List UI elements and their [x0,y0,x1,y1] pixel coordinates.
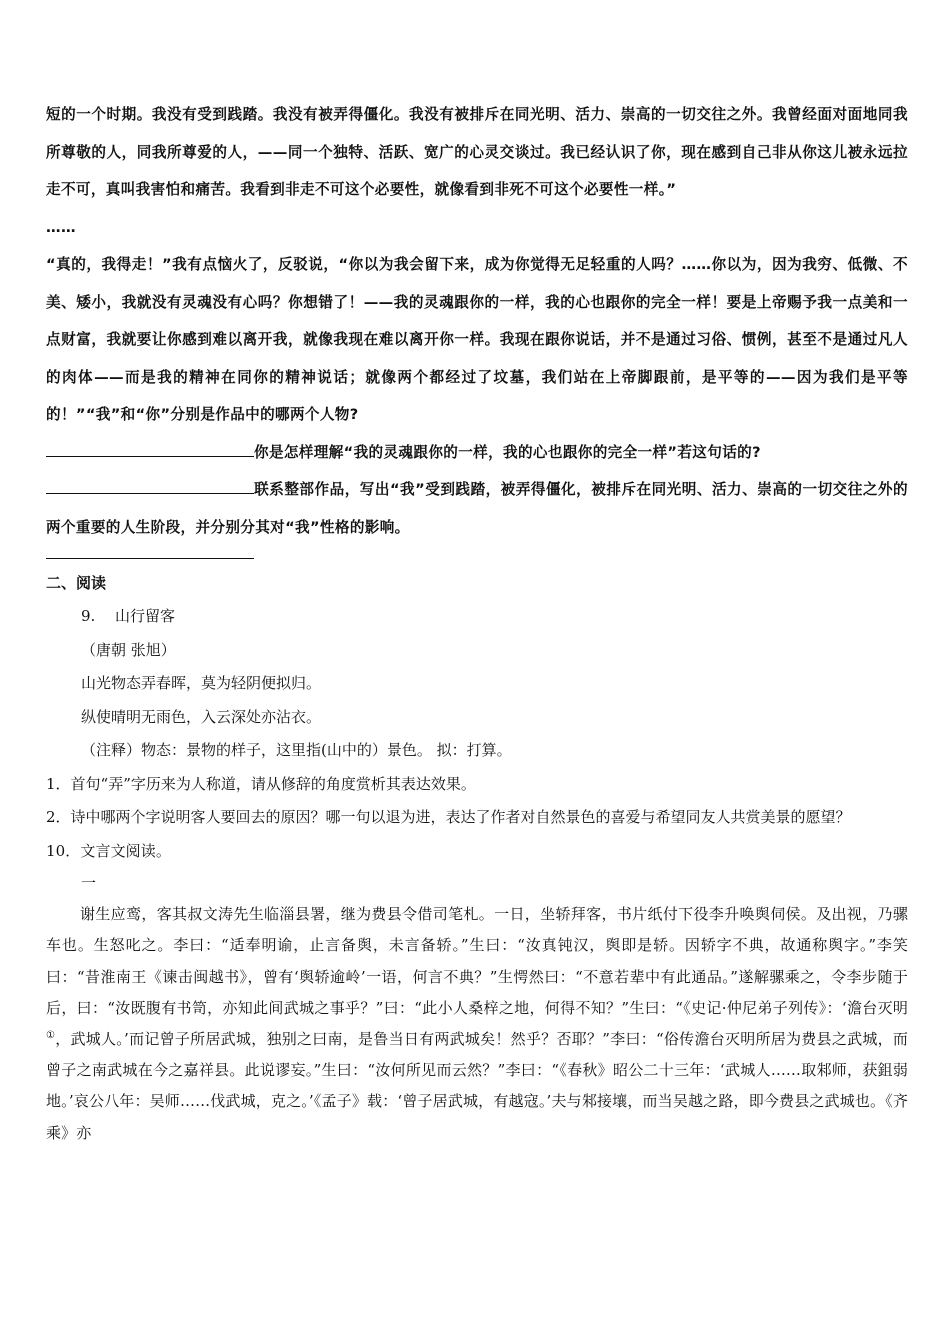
footnote-mark: ① [46,1030,56,1042]
answer-blank[interactable] [46,479,254,494]
classical-text [46,899,908,1149]
poem-question-1: 1．首句“弄”字历来为人称道，请从修辞的角度赏析其表达效果。 [46,774,476,793]
poem-heading [46,600,908,634]
passage-paragraph-2: “真的，我得走！”我有点恼火了，反驳说，“你以为我会留下来，成为你觉得无足轻重的人吗？……你以为，因为我穷、低微、不美、矮小，我就没有灵魂没有心吗？你想错了！——我的灵魂跟你的一样，我的心也跟你的完全一样！要是上帝赐予我一点美和一点财富，我就要让你感到难以离开我，就像我现在难以离开你一样。我现在跟你说话，并不是通过习俗、惯例，甚至不是通过凡人的肉体——而是我的精神在同你的精神说话；就像两个都经过了坟墓，我们站在上帝脚跟前，是平等的——因为我们是平等的！”“我”和“你”分别是作品中的哪两个人物? [46,256,908,423]
question-3-line [46,471,908,546]
poem-block [46,600,908,768]
section-title: 二、阅读 [46,574,107,592]
question-2-line [46,434,908,472]
question-number: 9. [81,607,96,625]
answer-blank[interactable] [46,442,254,457]
poem-title: 山行留客 [115,607,176,625]
document-page [46,96,908,1149]
passage-ellipsis: …… [46,218,76,236]
passage-paragraph-1: 短的一个时期。我没有受到践踏。我没有被弄得僵化。我没有被排斥在同光明、活力、崇高的一切交往之外。我曾经面对面地同我所尊敬的人，同我所尊爱的人，——同一个独特、活跃、宽广的心灵交谈过。我已经认识了你，现在感到自己非从你这儿被永远拉走不可，真叫我害怕和痛苦。我看到非走不可这个必要性，就像看到非死不可这个必要性一样。” [46,106,908,198]
classical-section [46,835,908,1149]
answer-blank[interactable] [46,558,254,559]
poem-line-2: 纵使晴明无雨色，入云深处亦沾衣。 [81,707,322,726]
poem-note: （注释）物态：景物的样子，这里指(山中的）景色。 拟：打算。 [81,741,512,759]
poem-question-2: 2．诗中哪两个字说明客人要回去的原因？哪一句以退为进，表达了作者对自然景色的喜爱与希望同友人共赏美景的愿望？ [46,808,851,826]
classical-text-a: 谢生应鸾，客其叔文涛先生临淄县署，继为费县令借司笔札。一日，坐轿拜客，书片纸付下役李升唤舆伺侯。及出视，乃骡车也。生怒叱之。李曰：“适奉明谕，止言备舆，未言备轿。”生曰：“汝真钝汉，舆即是轿。因轿字不典，故通称舆字。”李笑曰：“昔淮南王《谏击闽越书》，曾有‘舆轿逾岭’一语，何言不典？”生愕然曰：“不意若辈中有此通品。”遂解骡乘之，令李步随于后，曰：“汝既腹有书笥，亦知此间武城之事乎？”曰：“此小人桑梓之地，何得不知？”生曰：“《史记·仲尼弟子列传》：‘澹台灭明 [46,905,908,1017]
question-2-text: 你是怎样理解“我的灵魂跟你的一样，我的心也跟你的完全一样”若这句话的? [254,443,761,461]
classical-text-b: ，武城人。’而记曾子所居武城，独别之曰南，是鲁当日有两武城矣！然乎？否耶？”李曰：“俗传澹台灭明所居为费县之武城，而曾子之南武城在今之嘉祥县。此说谬妄。”生曰：“汝何所见而云然？”李曰：“《春秋》昭公二十三年：‘武城人……取邾师，获鉏弱地。’哀公八年：吴师……伐武城，克之。’《孟子》载：‘曾子居武城，有越寇。’夫与邾接壤，而当吴越之路，即今费县之武城也。《齐乘》亦 [46,1030,908,1142]
poem-author: （唐朝 张旭） [81,640,176,659]
classical-part-label: 一 [81,874,97,892]
reading-passage [46,96,908,559]
poem-section [46,600,908,835]
classical-heading: 10．文言文阅读。 [46,841,171,860]
question-3-text: 联系整部作品，写出“我”受到践踏，被弄得僵化，被排斥在同光明、活力、崇高的一切交往之外的两个重要的人生阶段，并分别分其对“我”性格的影响。 [46,481,908,536]
poem-line-1: 山光物态弄春晖，莫为轻阴便拟归。 [81,674,322,692]
